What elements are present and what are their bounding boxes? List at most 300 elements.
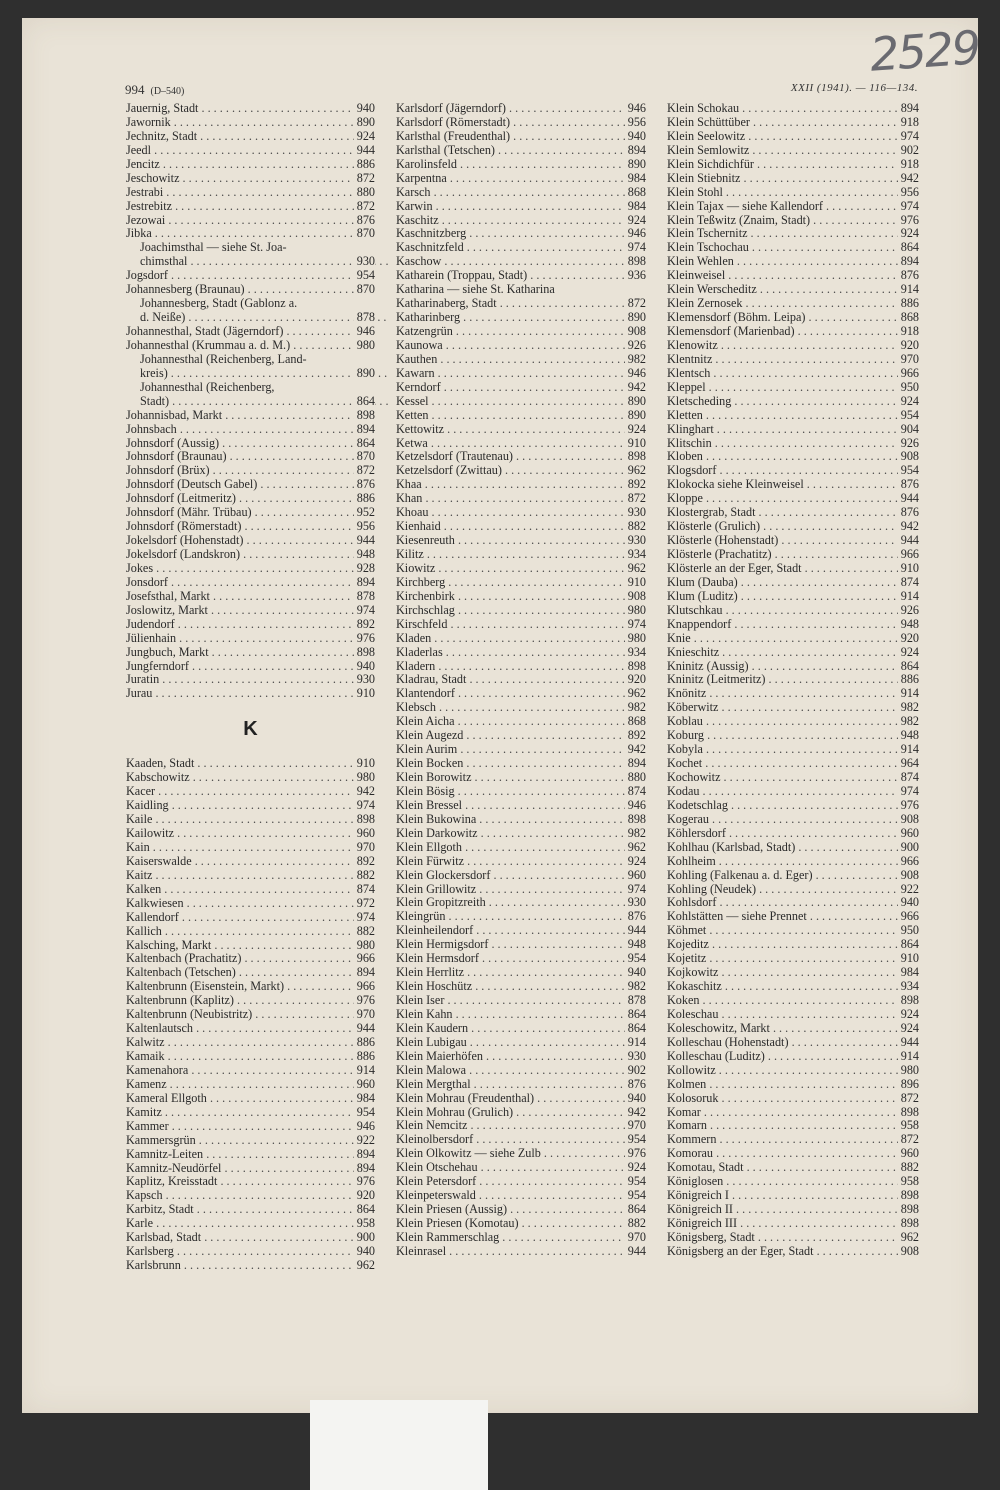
entry-page: 900 [898, 841, 919, 855]
index-entry [396, 618, 646, 632]
entry-page: 898 [354, 409, 375, 423]
index-entry [126, 492, 375, 506]
entry-page: 870 [354, 283, 375, 297]
index-entry [126, 562, 375, 576]
index-entry [396, 437, 646, 451]
entry-page: 890 [625, 409, 646, 423]
entry-page: 958 [354, 1217, 375, 1231]
entry-name: Kamenz . . . [126, 1078, 375, 1092]
entry-page: 876 [898, 478, 919, 492]
entry-name: Kninitz (Aussig) . . . [667, 660, 919, 674]
entry-name: Jestrabi . . . [126, 186, 375, 200]
entry-name: Kolmen . . . [667, 1078, 919, 1092]
index-entry [396, 855, 646, 869]
entry-page: 894 [898, 102, 919, 116]
entry-name: Klitschin . . . [667, 437, 919, 451]
index-entry [667, 409, 919, 423]
entry-name: Kodau . . . [667, 785, 919, 799]
entry-name: Johnsdorf (Braunau) . . . [126, 450, 375, 464]
entry-page: 898 [898, 1217, 919, 1231]
entry-page: 908 [625, 325, 646, 339]
entry-name: Johannisbad, Markt . . . [126, 409, 375, 423]
index-entry [396, 1147, 646, 1161]
index-entry [396, 548, 646, 562]
entry-name: Jauernig, Stadt . . . [126, 102, 375, 116]
entry-name: Klenowitz . . . [667, 339, 919, 353]
entry-page: 886 [354, 1036, 375, 1050]
entry-page: 958 [898, 1119, 919, 1133]
entry-name: Kojetitz . . . [667, 952, 919, 966]
entry-page: 872 [898, 1092, 919, 1106]
entry-name: Jogsdorf . . . [126, 269, 375, 283]
entry-name: Klösterle an der Eger, Stadt . . . [667, 562, 919, 576]
entry-name: d. Neiße) . . . [126, 311, 389, 325]
entry-page: 898 [354, 813, 375, 827]
entry-name: Kauthen . . . [396, 353, 646, 367]
entry-name: Klantendorf . . . [396, 687, 646, 701]
index-entry [667, 799, 919, 813]
index-entry [126, 172, 375, 186]
index-entry [126, 464, 375, 478]
entry-page: 924 [898, 227, 919, 241]
entry-name: Kienhaid . . . [396, 520, 646, 534]
entry-name: Jungbuch, Markt . . . [126, 646, 375, 660]
index-entry [126, 534, 375, 548]
entry-name: Stadt) . . . [126, 395, 389, 409]
entry-name: Ketzelsdorf (Zwittau) . . . [396, 464, 646, 478]
entry-page: 924 [625, 855, 646, 869]
index-entry [396, 715, 646, 729]
entry-name: Jokes . . . [126, 562, 375, 576]
entry-name: Jokelsdorf (Hohenstadt) . . . [126, 534, 375, 548]
entry-name: Klogsdorf . . . [667, 464, 919, 478]
entry-name: Klein Otschehau . . . [396, 1161, 646, 1175]
entry-name: Kleinpeterswald . . . [396, 1189, 646, 1203]
index-entry [126, 660, 375, 674]
entry-page: 886 [898, 673, 919, 687]
entry-page: 864 [898, 660, 919, 674]
index-entry [126, 687, 375, 701]
index-entry [396, 799, 646, 813]
index-entry [667, 227, 919, 241]
entry-name: Kloben . . . [667, 450, 919, 464]
index-entry [667, 952, 919, 966]
entry-page: 892 [354, 855, 375, 869]
index-entry [126, 437, 375, 451]
entry-page: 864 [354, 1203, 375, 1217]
entry-name: Karpentna . . . [396, 172, 646, 186]
entry-name: kreis) . . . [126, 367, 389, 381]
entry-page: 910 [898, 952, 919, 966]
entry-page: 940 [354, 660, 375, 674]
index-entry [126, 1036, 375, 1050]
entry-name: Jeedl . . . [126, 144, 375, 158]
index-entry [126, 409, 375, 423]
index-entry [667, 283, 919, 297]
index-entry [667, 855, 919, 869]
index-entry [126, 925, 375, 939]
entry-page: 910 [625, 576, 646, 590]
index-entry [667, 130, 919, 144]
index-entry [126, 1217, 375, 1231]
index-entry [396, 701, 646, 715]
index-entry [667, 325, 919, 339]
index-entry [667, 813, 919, 827]
index-entry [126, 200, 375, 214]
entry-name: Klemensdorf (Marienbad) . . . [667, 325, 919, 339]
entry-name: Kobyla . . . [667, 743, 919, 757]
index-entry [396, 604, 646, 618]
entry-name: Kojkowitz . . . [667, 966, 919, 980]
index-entry [126, 576, 375, 590]
index-entry [667, 1064, 919, 1078]
entry-name: Kaltenbrunn (Eisenstein, Markt) . . . [126, 980, 375, 994]
entry-name: Kloppe . . . [667, 492, 919, 506]
index-entry [667, 687, 919, 701]
entry-name: Klein Semlowitz . . . [667, 144, 919, 158]
entry-page: 942 [625, 381, 646, 395]
index-entry [396, 938, 646, 952]
entry-page: 956 [898, 186, 919, 200]
entry-page: 898 [625, 255, 646, 269]
entry-name: Kohlsdorf . . . [667, 896, 919, 910]
entry-name: Kleinrasel . . . [396, 1245, 646, 1259]
index-entry [126, 813, 375, 827]
entry-page: 914 [625, 1036, 646, 1050]
entry-page: 918 [898, 116, 919, 130]
index-entry [126, 1078, 375, 1092]
entry-page: 930 [625, 506, 646, 520]
entry-page: 976 [354, 1175, 375, 1189]
entry-name: Karlsdorf (Jägerndorf) . . . [396, 102, 646, 116]
index-entry [126, 1106, 375, 1120]
entry-name: Köhmet . . . [667, 924, 919, 938]
entry-name: Kletscheding . . . [667, 395, 919, 409]
entry-name: Joachimsthal — siehe St. Joa- [140, 241, 287, 255]
index-entry [126, 673, 375, 687]
entry-name: Kohlhau (Karlsbad, Stadt) . . . [667, 841, 919, 855]
entry-name: Jencitz . . . [126, 158, 375, 172]
entry-page: 962 [625, 841, 646, 855]
index-entry [667, 464, 919, 478]
index-entry [667, 367, 919, 381]
index-entry [396, 1203, 646, 1217]
entry-name: chimsthal . . . [126, 255, 389, 269]
entry-name: Kaile . . . [126, 813, 375, 827]
entry-name: Klein Aurim . . . [396, 743, 646, 757]
index-entry [396, 1161, 646, 1175]
entry-name: Klein Priesen (Aussig) . . . [396, 1203, 646, 1217]
entry-page: 894 [898, 255, 919, 269]
index-entry [396, 1231, 646, 1245]
entry-page: 944 [354, 1022, 375, 1036]
index-entry [126, 1259, 375, 1273]
entry-page: 974 [354, 911, 375, 925]
entry-page: 908 [898, 1245, 919, 1259]
entry-page: 878 [354, 590, 375, 604]
entry-page: 964 [898, 757, 919, 771]
entry-page: 892 [625, 478, 646, 492]
entry-page: 876 [898, 506, 919, 520]
entry-page: 874 [625, 785, 646, 799]
entry-name: Klein Sichdichfür . . . [667, 158, 919, 172]
entry-name: Johnsdorf (Deutsch Gabel) . . . [126, 478, 375, 492]
entry-name: Knieschitz . . . [667, 646, 919, 660]
entry-page: 898 [898, 1203, 919, 1217]
entry-name: Klein Glockersdorf . . . [396, 869, 646, 883]
entry-name: Kerndorf . . . [396, 381, 646, 395]
index-entry [126, 1050, 375, 1064]
entry-name: Katharina — siehe St. Katharina [396, 283, 555, 297]
index-entry [396, 673, 646, 687]
entry-name: Kladrau, Stadt . . . [396, 673, 646, 687]
entry-page: 970 [354, 1008, 375, 1022]
index-entry [126, 116, 375, 130]
entry-page: 896 [898, 1078, 919, 1092]
entry-page: 922 [354, 1134, 375, 1148]
entry-name: Johnsdorf (Aussig) . . . [126, 437, 375, 451]
entry-name: Kamitz . . . [126, 1106, 375, 1120]
index-entry [667, 1092, 919, 1106]
index-entry [667, 896, 919, 910]
index-entry [667, 1036, 919, 1050]
entry-page: 914 [898, 590, 919, 604]
index-entry [126, 520, 375, 534]
entry-page: 872 [625, 492, 646, 506]
index-entry [126, 980, 375, 994]
index-entry [667, 1217, 919, 1231]
entry-name: Klein Darkowitz . . . [396, 827, 646, 841]
entry-name: Kamenahora . . . [126, 1064, 375, 1078]
index-entry [126, 214, 375, 228]
entry-name: Klein Hermigsdorf . . . [396, 938, 646, 952]
index-entry [396, 632, 646, 646]
entry-page: 984 [898, 966, 919, 980]
index-entry [667, 339, 919, 353]
index-entry [126, 381, 375, 395]
handwritten-number: 2529 [868, 20, 981, 82]
index-entry [396, 395, 646, 409]
entry-name: Klein Lubigau . . . [396, 1036, 646, 1050]
entry-name: Königsberg an der Eger, Stadt . . . [667, 1245, 919, 1259]
entry-page: 868 [898, 311, 919, 325]
index-entry [667, 1147, 919, 1161]
index-entry [396, 966, 646, 980]
entry-name: Kirchschlag . . . [396, 604, 646, 618]
entry-page: 958 [898, 1175, 919, 1189]
entry-page: 954 [625, 952, 646, 966]
entry-page: 966 [354, 980, 375, 994]
entry-name: Karlsthal (Tetschen) . . . [396, 144, 646, 158]
index-entry [396, 269, 646, 283]
entry-page: 928 [354, 562, 375, 576]
entry-name: Klum (Luditz) . . . [667, 590, 919, 604]
entry-page: 976 [354, 994, 375, 1008]
index-entry [667, 311, 919, 325]
entry-name: Jezowai . . . [126, 214, 375, 228]
entry-name: Katharinaberg, Stadt . . . [396, 297, 646, 311]
entry-page: 944 [625, 924, 646, 938]
index-entry [667, 548, 919, 562]
entry-page: 956 [625, 116, 646, 130]
index-entry [396, 896, 646, 910]
index-entry [396, 172, 646, 186]
index-entry [396, 227, 646, 241]
index-entry [396, 590, 646, 604]
index-entry [126, 325, 375, 339]
entry-name: Kirchberg . . . [396, 576, 646, 590]
entry-name: Klösterle (Hohenstadt) . . . [667, 534, 919, 548]
entry-page: 930 [354, 255, 375, 269]
entry-name: Köhlersdorf . . . [667, 827, 919, 841]
entry-name: Klein Bösig . . . [396, 785, 646, 799]
entry-page: 874 [898, 576, 919, 590]
entry-page: 956 [354, 520, 375, 534]
entry-name: Ketwa . . . [396, 437, 646, 451]
entry-page: 894 [625, 144, 646, 158]
entry-page: 886 [898, 297, 919, 311]
entry-page: 972 [354, 897, 375, 911]
index-entry [396, 492, 646, 506]
entry-page: 954 [625, 1175, 646, 1189]
entry-page: 870 [354, 227, 375, 241]
entry-page: 974 [898, 130, 919, 144]
entry-name: Klösterle (Prachatitz) . . . [667, 548, 919, 562]
entry-page: 974 [354, 799, 375, 813]
entry-page: 970 [625, 1119, 646, 1133]
index-entry [396, 144, 646, 158]
entry-name: Kochet . . . [667, 757, 919, 771]
index-entry [667, 1175, 919, 1189]
entry-name: Johannesthal (Reichenberg, Land- [140, 352, 307, 366]
entry-page: 910 [625, 437, 646, 451]
entry-page: 924 [625, 214, 646, 228]
index-entry [126, 1231, 375, 1245]
entry-page: 982 [625, 353, 646, 367]
index-entry [667, 255, 919, 269]
entry-name: Kaplitz, Kreisstadt . . . [126, 1175, 375, 1189]
entry-page: 962 [354, 1259, 375, 1273]
entry-page: 876 [354, 478, 375, 492]
entry-page: 902 [898, 144, 919, 158]
index-entry [667, 980, 919, 994]
entry-name: Karolinsfeld . . . [396, 158, 646, 172]
section-letter: K [243, 718, 258, 741]
entry-page: 946 [625, 799, 646, 813]
entry-name: Klein Ellgoth . . . [396, 841, 646, 855]
entry-page: 962 [625, 562, 646, 576]
entry-page: 898 [898, 1189, 919, 1203]
index-entry [667, 632, 919, 646]
entry-page: 910 [354, 757, 375, 771]
scan-strip [310, 1400, 488, 1490]
entry-name: Kilitz . . . [396, 548, 646, 562]
index-entry [126, 158, 375, 172]
entry-name: Katzengrün . . . [396, 325, 646, 339]
index-entry [667, 297, 919, 311]
index-entry [126, 102, 375, 116]
entry-page: 882 [354, 925, 375, 939]
entry-name: Klein Hermsdorf . . . [396, 952, 646, 966]
entry-page: 882 [625, 1217, 646, 1231]
index-entry [667, 673, 919, 687]
entry-page: 924 [898, 1008, 919, 1022]
entry-page: 954 [898, 409, 919, 423]
entry-page: 924 [898, 1022, 919, 1036]
entry-page: 876 [354, 214, 375, 228]
entry-page: 966 [898, 855, 919, 869]
entry-name: Klein Olkowitz — siehe Zulb . . . [396, 1147, 646, 1161]
entry-page: 922 [898, 883, 919, 897]
index-entry [126, 939, 375, 953]
entry-page: 960 [898, 827, 919, 841]
index-entry [126, 869, 375, 883]
entry-name: Klein Bukowina . . . [396, 813, 646, 827]
index-entry [667, 827, 919, 841]
index-entry [126, 353, 375, 367]
entry-name: Kalken . . . [126, 883, 375, 897]
index-entry [396, 367, 646, 381]
index-entry [667, 186, 919, 200]
entry-page: 898 [625, 813, 646, 827]
entry-page: 982 [898, 701, 919, 715]
index-entry [667, 116, 919, 130]
index-entry [396, 1078, 646, 1092]
index-entry [126, 1120, 375, 1134]
entry-name: Klutschkau . . . [667, 604, 919, 618]
entry-page: 976 [625, 1147, 646, 1161]
entry-name: Königreich I . . . [667, 1189, 919, 1203]
entry-page: 900 [354, 1231, 375, 1245]
entry-name: Kladern . . . [396, 660, 646, 674]
entry-name: Klein Grillowitz . . . [396, 883, 646, 897]
entry-page: 946 [354, 1120, 375, 1134]
entry-name: Klösterle (Grulich) . . . [667, 520, 919, 534]
entry-page: 984 [625, 172, 646, 186]
entry-page: 960 [354, 1078, 375, 1092]
entry-name: Klein Zernosek . . . [667, 297, 919, 311]
entry-page: 898 [354, 646, 375, 660]
entry-page: 874 [354, 883, 375, 897]
entry-name: Kohling (Falkenau a. d. Eger) . . . [667, 869, 919, 883]
index-entry [396, 729, 646, 743]
entry-page: 952 [354, 506, 375, 520]
entry-name: Kacer . . . [126, 785, 375, 799]
index-entry [667, 1022, 919, 1036]
entry-name: Josefsthal, Markt . . . [126, 590, 375, 604]
entry-name: Klein Iser . . . [396, 994, 646, 1008]
index-entry [667, 200, 919, 214]
index-entry [667, 1008, 919, 1022]
entry-page: 894 [354, 966, 375, 980]
index-entry [126, 757, 375, 771]
index-entry [126, 395, 375, 409]
index-entry [396, 1092, 646, 1106]
index-entry [667, 534, 919, 548]
index-entry [126, 1245, 375, 1259]
index-entry [667, 214, 919, 228]
index-column-3 [667, 102, 919, 1259]
index-entry [396, 381, 646, 395]
entry-name: Klein Tschernitz . . . [667, 227, 919, 241]
entry-page: 946 [354, 325, 375, 339]
entry-page: 962 [898, 1231, 919, 1245]
entry-page: 966 [898, 548, 919, 562]
index-entry [667, 883, 919, 897]
entry-name: Königreich III . . . [667, 1217, 919, 1231]
entry-page: 970 [898, 353, 919, 367]
index-entry [667, 729, 919, 743]
